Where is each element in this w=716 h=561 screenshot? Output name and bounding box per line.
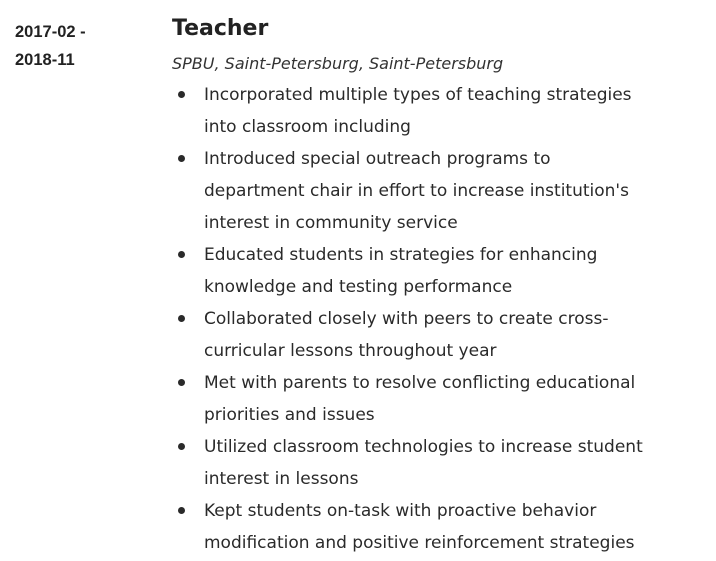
duty-text-line: department chair in effort to increase institution's	[204, 181, 629, 201]
duty-text-line: Introduced special outreach programs to	[204, 149, 551, 169]
duty-text-line: Educated students in strategies for enhancing	[204, 245, 598, 265]
duty-text-line: interest in lessons	[204, 469, 359, 489]
employment-dates	[15, 18, 86, 74]
duty-text-line: curricular lessons throughout year	[204, 341, 497, 361]
bullet-icon	[178, 91, 185, 98]
duty-item	[172, 239, 712, 303]
duty-item	[172, 495, 712, 559]
duty-item	[172, 79, 712, 143]
job-entry	[172, 12, 712, 559]
duty-item	[172, 143, 712, 239]
duty-text-line: Collaborated closely with peers to create cross-	[204, 309, 609, 329]
duty-text-line: Incorporated multiple types of teaching strategies	[204, 85, 632, 105]
duty-item	[172, 367, 712, 431]
duty-text-line: priorities and issues	[204, 405, 375, 425]
bullet-icon	[178, 315, 185, 322]
bullet-icon	[178, 155, 185, 162]
bullet-icon	[178, 443, 185, 450]
duty-text-line: knowledge and testing performance	[204, 277, 513, 297]
company-location: SPBU, Saint-Petersburg, Saint-Petersburg	[172, 54, 504, 73]
duties-list	[172, 79, 712, 559]
duty-text-line: Kept students on-task with proactive behavior	[204, 501, 597, 521]
end-date: 2018-11	[15, 51, 75, 69]
duty-text-line: Met with parents to resolve conflicting educational	[204, 373, 636, 393]
duty-item	[172, 431, 712, 495]
duty-text-line: Utilized classroom technologies to increase student	[204, 437, 643, 457]
bullet-icon	[178, 507, 185, 514]
duty-text-line: into classroom including	[204, 117, 411, 137]
job-title: Teacher	[172, 16, 269, 41]
bullet-icon	[178, 251, 185, 258]
duty-text-line: modification and positive reinforcement strategies	[204, 533, 635, 553]
start-date: 2017-02 -	[15, 23, 86, 41]
bullet-icon	[178, 379, 185, 386]
duty-text-line: interest in community service	[204, 213, 458, 233]
duty-item	[172, 303, 712, 367]
